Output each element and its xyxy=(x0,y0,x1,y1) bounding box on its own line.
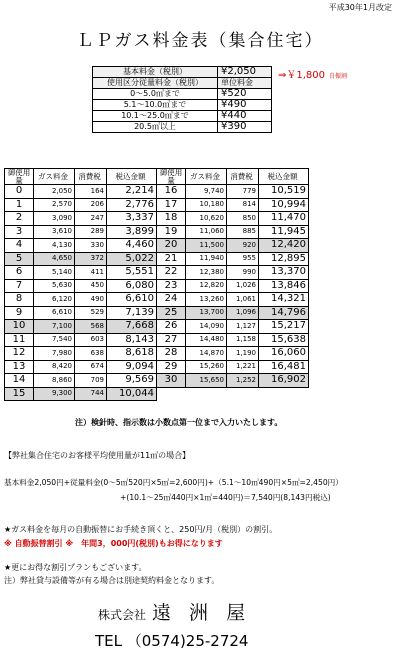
usage-cell: 27 xyxy=(157,333,186,347)
gas-charge-cell: 14,480 xyxy=(186,333,227,347)
gas-charge-cell: 13,700 xyxy=(186,306,227,320)
total-cell: 8,618 xyxy=(107,347,157,361)
tax-cell: 744 xyxy=(75,387,107,401)
total-cell: 2,776 xyxy=(107,198,157,212)
base-rate-row xyxy=(93,100,272,111)
usage-cell: 23 xyxy=(157,279,186,293)
total-cell: 13,846 xyxy=(259,279,309,293)
tax-cell: 247 xyxy=(75,212,107,226)
auto-transfer-highlight: ※ 自動振替割引 ※ 年間3，000円(税別)もお得になります xyxy=(4,539,223,548)
gas-charge-cell: 11,940 xyxy=(186,252,227,266)
tax-cell: 372 xyxy=(75,252,107,266)
table-row xyxy=(5,306,309,320)
column-header: 消費税 xyxy=(75,169,107,185)
base-rate-row xyxy=(93,78,272,89)
table-row xyxy=(5,360,309,374)
total-cell: 12,420 xyxy=(259,239,309,253)
usage-cell: 20 xyxy=(157,239,186,253)
gas-charge-cell: 4,650 xyxy=(34,252,75,266)
usage-cell: 14 xyxy=(5,374,34,388)
tax-cell: 490 xyxy=(75,293,107,307)
table-row xyxy=(5,293,309,307)
gas-charge-cell: 14,870 xyxy=(186,347,227,361)
tax-cell: 638 xyxy=(75,347,107,361)
total-cell: 7,139 xyxy=(107,306,157,320)
gas-charge-cell: 8,860 xyxy=(34,374,75,388)
base-rate-label: 5.1～10.0㎥まで xyxy=(93,100,218,111)
base-rate-label: 使用区分従量料金（税別） xyxy=(93,78,218,89)
page-title: ＬＰガス料金表（集合住宅） xyxy=(76,31,324,51)
total-cell: 13,370 xyxy=(259,266,309,280)
tax-cell: 568 xyxy=(75,320,107,334)
column-header: 御使用量 xyxy=(5,169,34,185)
table-row xyxy=(5,279,309,293)
tax-cell: 164 xyxy=(75,185,107,199)
usage-cell: 19 xyxy=(157,225,186,239)
usage-cell: 28 xyxy=(157,347,186,361)
table-row xyxy=(5,347,309,361)
gas-charge-cell: 9,300 xyxy=(34,387,75,401)
gas-charge-cell: 3,610 xyxy=(34,225,75,239)
rate-header-row xyxy=(5,169,309,185)
total-cell: 9,569 xyxy=(107,374,157,388)
total-cell: 16,060 xyxy=(259,347,309,361)
tax-cell: 990 xyxy=(227,266,259,280)
company-name xyxy=(98,598,251,625)
company-main-name: 遠 洲 屋 xyxy=(152,602,252,624)
equipment-note: 注）弊社貸与設備等が有る場合は別途契約料金となります。 xyxy=(4,576,220,585)
usage-cell: 10 xyxy=(5,320,34,334)
column-header: ガス料金 xyxy=(186,169,227,185)
table-row xyxy=(5,198,309,212)
gas-charge-cell: 5,630 xyxy=(34,279,75,293)
empty-cell xyxy=(157,387,186,401)
tax-cell: 1,127 xyxy=(227,320,259,334)
total-cell: 2,214 xyxy=(107,185,157,199)
gas-charge-cell: 11,060 xyxy=(186,225,227,239)
usage-cell: 29 xyxy=(157,360,186,374)
empty-cell xyxy=(186,387,227,401)
table-row xyxy=(5,252,309,266)
table-row xyxy=(5,185,309,199)
gas-charge-cell: 11,500 xyxy=(186,239,227,253)
column-header: 税込金額 xyxy=(259,169,309,185)
tax-cell: 850 xyxy=(227,212,259,226)
usage-cell: 5 xyxy=(5,252,34,266)
total-cell: 6,080 xyxy=(107,279,157,293)
gas-charge-cell: 4,130 xyxy=(34,239,75,253)
table-row xyxy=(5,387,309,401)
usage-cell: 30 xyxy=(157,374,186,388)
gas-charge-cell: 7,540 xyxy=(34,333,75,347)
usage-cell: 2 xyxy=(5,212,34,226)
total-cell: 4,460 xyxy=(107,239,157,253)
usage-cell: 8 xyxy=(5,293,34,307)
total-cell: 10,044 xyxy=(107,387,157,401)
auto-transfer-discount xyxy=(278,66,347,81)
table-row xyxy=(5,239,309,253)
tax-cell: 1,026 xyxy=(227,279,259,293)
base-rate-label: 20.5㎥以上 xyxy=(93,122,218,133)
base-rate-value: ¥490 xyxy=(218,100,272,111)
total-cell: 9,094 xyxy=(107,360,157,374)
total-cell: 10,994 xyxy=(259,198,309,212)
gas-charge-cell: 2,570 xyxy=(34,198,75,212)
gas-charge-cell: 7,980 xyxy=(34,347,75,361)
table-row xyxy=(5,212,309,226)
column-header: 税込金額 xyxy=(107,169,157,185)
total-cell: 14,321 xyxy=(259,293,309,307)
table-row xyxy=(5,266,309,280)
discount-label: 自振割 xyxy=(329,73,348,80)
base-rate-row xyxy=(93,111,272,122)
tax-cell: 1,252 xyxy=(227,374,259,388)
tax-cell: 674 xyxy=(75,360,107,374)
total-cell: 11,470 xyxy=(259,212,309,226)
base-rate-row xyxy=(93,67,272,78)
gas-charge-cell: 12,820 xyxy=(186,279,227,293)
gas-charge-cell: 6,120 xyxy=(34,293,75,307)
total-cell: 10,519 xyxy=(259,185,309,199)
base-rate-label: 基本料金（税別） xyxy=(93,67,218,78)
tax-cell: 330 xyxy=(75,239,107,253)
gas-charge-cell: 13,260 xyxy=(186,293,227,307)
usage-cell: 26 xyxy=(157,320,186,334)
tax-cell: 289 xyxy=(75,225,107,239)
total-cell: 16,902 xyxy=(259,374,309,388)
usage-cell: 24 xyxy=(157,293,186,307)
gas-charge-cell: 5,140 xyxy=(34,266,75,280)
usage-cell: 9 xyxy=(5,306,34,320)
gas-charge-cell: 12,380 xyxy=(186,266,227,280)
usage-cell: 7 xyxy=(5,279,34,293)
base-rate-label: 0～5.0㎥まで xyxy=(93,89,218,100)
company-tel: TEL （0574)25-2724 xyxy=(95,632,249,650)
discount-price: ⇒￥1,800 xyxy=(278,70,326,81)
tax-cell: 955 xyxy=(227,252,259,266)
total-cell: 8,143 xyxy=(107,333,157,347)
tax-cell: 1,158 xyxy=(227,333,259,347)
gas-charge-cell: 2,050 xyxy=(34,185,75,199)
gas-charge-cell: 14,090 xyxy=(186,320,227,334)
tax-cell: 603 xyxy=(75,333,107,347)
gas-charge-cell: 9,740 xyxy=(186,185,227,199)
base-rate-value: ¥2,050 xyxy=(218,67,272,78)
tax-cell: 920 xyxy=(227,239,259,253)
usage-cell: 12 xyxy=(5,347,34,361)
column-header: ガス料金 xyxy=(34,169,75,185)
total-cell: 14,796 xyxy=(259,306,309,320)
tax-cell: 411 xyxy=(75,266,107,280)
usage-cell: 4 xyxy=(5,239,34,253)
tax-cell: 1,221 xyxy=(227,360,259,374)
usage-cell: 6 xyxy=(5,266,34,280)
usage-cell: 11 xyxy=(5,333,34,347)
total-cell: 7,668 xyxy=(107,320,157,334)
auto-transfer-note: ★ガス料金を毎月の自動振替にお手続き頂くと、250円/月（税別）の割引。 xyxy=(4,525,278,534)
calc-line-2: +(10.1～25㎥440円×1㎥=440円)＝7,540円(8,143円税込) xyxy=(120,493,331,502)
total-cell: 5,551 xyxy=(107,266,157,280)
usage-cell: 25 xyxy=(157,306,186,320)
tax-cell: 1,096 xyxy=(227,306,259,320)
gas-charge-cell: 10,180 xyxy=(186,198,227,212)
reading-note: 注）検針時、指示数は小数点第一位まで入力いたします。 xyxy=(75,418,283,427)
column-header: 消費税 xyxy=(227,169,259,185)
total-cell: 15,638 xyxy=(259,333,309,347)
tax-cell: 1,190 xyxy=(227,347,259,361)
table-row xyxy=(5,225,309,239)
gas-charge-cell: 7,100 xyxy=(34,320,75,334)
base-rate-value: ¥390 xyxy=(218,122,272,133)
usage-cell: 17 xyxy=(157,198,186,212)
tax-cell: 885 xyxy=(227,225,259,239)
usage-cell: 22 xyxy=(157,266,186,280)
base-rate-value: ¥440 xyxy=(218,111,272,122)
gas-charge-cell: 15,650 xyxy=(186,374,227,388)
usage-cell: 1 xyxy=(5,198,34,212)
total-cell: 15,217 xyxy=(259,320,309,334)
usage-cell: 3 xyxy=(5,225,34,239)
total-cell: 11,945 xyxy=(259,225,309,239)
revised-date: 平成30年1月改定 xyxy=(328,3,392,12)
tax-cell: 1,061 xyxy=(227,293,259,307)
usage-cell: 21 xyxy=(157,252,186,266)
total-cell: 3,337 xyxy=(107,212,157,226)
example-title: 【弊社集合住宅のお客様平均使用量が11㎥の場合】 xyxy=(4,451,191,460)
empty-cell xyxy=(227,387,259,401)
empty-cell xyxy=(259,387,309,401)
table-row xyxy=(5,374,309,388)
usage-cell: 16 xyxy=(157,185,186,199)
total-cell: 6,610 xyxy=(107,293,157,307)
base-rate-value: 単位料金 xyxy=(218,78,272,89)
usage-cell: 13 xyxy=(5,360,34,374)
tax-cell: 779 xyxy=(227,185,259,199)
table-row xyxy=(5,320,309,334)
total-cell: 16,481 xyxy=(259,360,309,374)
usage-cell: 18 xyxy=(157,212,186,226)
calc-line-1: 基本料金2,050円+従量料金(0～5㎥520円×5㎥=2,600円)+（5.1～10㎥490円×5㎥=2,450円） xyxy=(4,478,343,487)
gas-charge-cell: 10,620 xyxy=(186,212,227,226)
base-rate-label: 10.1～25.0㎥まで xyxy=(93,111,218,122)
usage-cell: 0 xyxy=(5,185,34,199)
gas-charge-cell: 3,090 xyxy=(34,212,75,226)
column-header: 御使用量 xyxy=(157,169,186,185)
base-rate-value: ¥520 xyxy=(218,89,272,100)
usage-cell: 15 xyxy=(5,387,34,401)
gas-charge-cell: 15,260 xyxy=(186,360,227,374)
tax-cell: 450 xyxy=(75,279,107,293)
company-prefix: 株式会社 xyxy=(98,608,147,622)
base-rate-row xyxy=(93,89,272,100)
total-cell: 12,895 xyxy=(259,252,309,266)
usage-rate-table xyxy=(4,168,309,401)
tax-cell: 529 xyxy=(75,306,107,320)
total-cell: 3,899 xyxy=(107,225,157,239)
gas-charge-cell: 8,420 xyxy=(34,360,75,374)
other-plan-note: ★更にお得な割引プランもございます。 xyxy=(4,563,147,572)
tax-cell: 206 xyxy=(75,198,107,212)
table-row xyxy=(5,333,309,347)
gas-charge-cell: 6,610 xyxy=(34,306,75,320)
tax-cell: 709 xyxy=(75,374,107,388)
tax-cell: 814 xyxy=(227,198,259,212)
base-rate-row xyxy=(93,122,272,133)
base-rate-table xyxy=(92,66,272,133)
total-cell: 5,022 xyxy=(107,252,157,266)
